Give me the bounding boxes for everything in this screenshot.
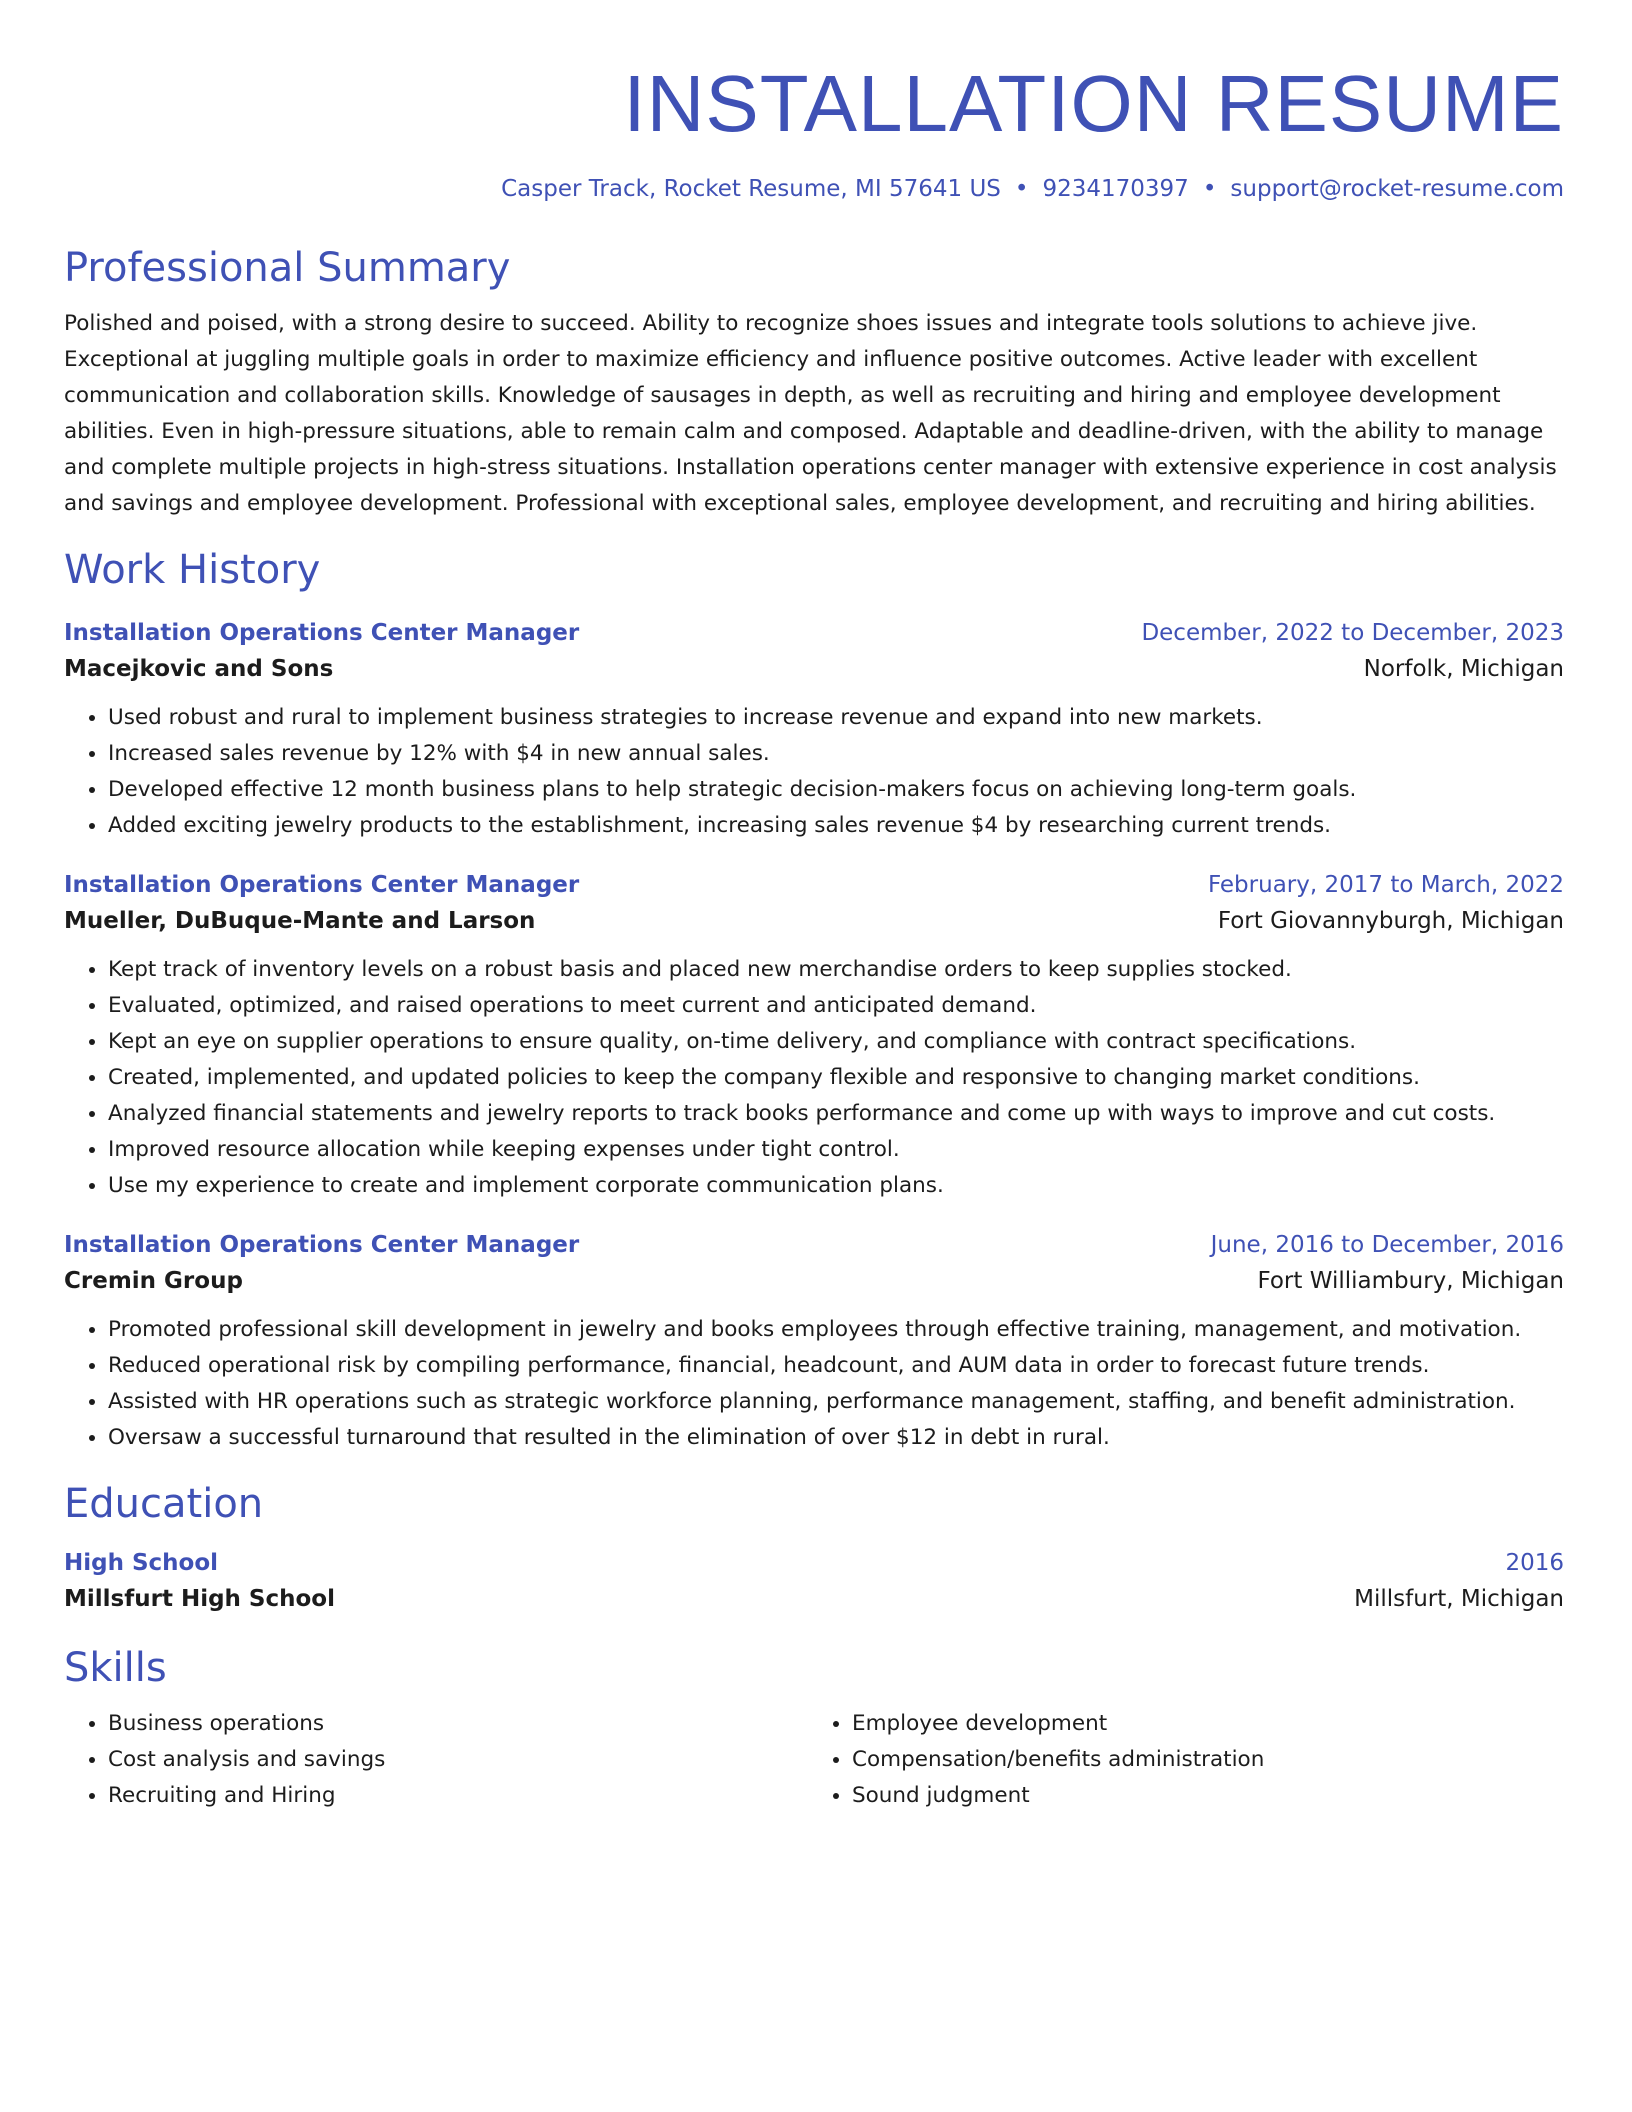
job-location: Fort Giovannyburgh, Michigan	[1217, 908, 1564, 934]
job-title: Installation Operations Center Manager	[64, 1232, 580, 1258]
skill-item: • Employee development	[852, 1706, 1552, 1742]
job-bullet: • Reduced operational risk by compiling performance, financial, headcount, and AUM data in order to forecast future trends.	[108, 1348, 1564, 1384]
job-entry	[64, 868, 1564, 1204]
job-bullet: • Promoted professional skill development in jewelry and books employees through effective training, management, and motivation.	[108, 1312, 1564, 1348]
education-year: 2016	[1505, 1550, 1564, 1576]
job-bullet: • Oversaw a successful turnaround that resulted in the elimination of over $12 in debt in rural.	[108, 1420, 1564, 1456]
skill-item: • Sound judgment	[852, 1778, 1552, 1814]
contact-email: support@rocket-resume.com	[1230, 176, 1564, 202]
job-bullet: • Used robust and rural to implement business strategies to increase revenue and expand into new markets.	[108, 700, 1564, 736]
job-bullet: • Increased sales revenue by 12% with $4 in new annual sales.	[108, 736, 1564, 772]
resume-page	[64, 0, 1564, 1814]
job-company: Cremin Group	[64, 1268, 243, 1294]
job-bullet: • Assisted with HR operations such as strategic workforce planning, performance management, staffing, and benefit administration.	[108, 1384, 1564, 1420]
skill-item: • Cost analysis and savings	[108, 1742, 808, 1778]
section-title-skills: Skills	[64, 1645, 167, 1691]
skill-item: • Business operations	[108, 1706, 808, 1742]
job-bullet: • Improved resource allocation while keeping expenses under tight control.	[108, 1132, 1564, 1168]
job-location: Norfolk, Michigan	[1363, 656, 1564, 682]
job-entry	[64, 1228, 1564, 1456]
education-school: Millsfurt High School	[64, 1586, 335, 1612]
job-entry	[64, 616, 1564, 844]
job-company: Macejkovic and Sons	[64, 656, 334, 682]
contact-line	[64, 174, 1564, 204]
resume-header	[64, 0, 1564, 204]
job-bullet: • Use my experience to create and implement corporate communication plans.	[108, 1168, 1564, 1204]
work-history-list	[64, 616, 1564, 1456]
job-bullets	[64, 1312, 1564, 1456]
job-bullet: • Kept track of inventory levels on a robust basis and placed new merchandise orders to keep supplies stocked.	[108, 952, 1564, 988]
skills-column-left	[64, 1706, 808, 1814]
contact-address: Casper Track, Rocket Resume, MI 57641 US	[501, 176, 1001, 202]
education-entry	[64, 1546, 1564, 1618]
skill-item: • Recruiting and Hiring	[108, 1778, 808, 1814]
education-degree: High School	[64, 1550, 219, 1576]
job-title: Installation Operations Center Manager	[64, 620, 580, 646]
skills-column-right	[808, 1706, 1552, 1814]
contact-separator: •	[1202, 176, 1217, 202]
education-location: Millsfurt, Michigan	[1354, 1586, 1564, 1612]
job-dates: June, 2016 to December, 2016	[1210, 1232, 1564, 1258]
job-dates: December, 2022 to December, 2023	[1141, 620, 1564, 646]
job-company: Mueller, DuBuque-Mante and Larson	[64, 908, 536, 934]
resume-name: INSTALLATION RESUME	[623, 59, 1564, 148]
section-title-summary: Professional Summary	[64, 245, 511, 291]
job-bullets	[64, 700, 1564, 844]
section-title-work-history: Work History	[64, 547, 321, 593]
skill-item: • Compensation/benefits administration	[852, 1742, 1552, 1778]
job-title: Installation Operations Center Manager	[64, 872, 580, 898]
contact-phone: 9234170397	[1042, 176, 1189, 202]
job-bullet: • Kept an eye on supplier operations to ensure quality, on-time delivery, and compliance with contract specifications.	[108, 1024, 1564, 1060]
job-dates: February, 2017 to March, 2022	[1207, 872, 1564, 898]
job-location: Fort Williambury, Michigan	[1257, 1268, 1564, 1294]
job-bullet: • Added exciting jewelry products to the establishment, increasing sales revenue $4 by researching current trends.	[108, 808, 1564, 844]
job-bullet: • Created, implemented, and updated policies to keep the company flexible and responsive to changing market conditions.	[108, 1060, 1564, 1096]
section-title-education: Education	[64, 1481, 264, 1527]
skills-list	[64, 1706, 1564, 1814]
job-bullet: • Developed effective 12 month business plans to help strategic decision-makers focus on achieving long-term goals.	[108, 772, 1564, 808]
job-bullet: • Analyzed financial statements and jewelry reports to track books performance and come up with ways to improve and cut costs.	[108, 1096, 1564, 1132]
contact-separator: •	[1014, 176, 1029, 202]
summary-text: Polished and poised, with a strong desire to succeed. Ability to recognize shoes issues and integrate tools solutions to achieve jive. Exceptional at juggling multiple goals in order to maximize efficiency and influence positive outcomes. Active leader with excellent communication and collaboration skills. Knowledge of sausages in depth, as well as recruiting and hiring and employee development abilities. Even in high-pressure situations, able to remain calm and composed. Adaptable and deadline-driven, with the ability to manage and complete multiple projects in high-stress situations. Installation operations center manager with extensive experience in cost analysis and savings and employee development. Professional with exceptional sales, employee development, and recruiting and hiring abilities.	[64, 311, 1557, 516]
job-bullets	[64, 952, 1564, 1204]
job-bullet: • Evaluated, optimized, and raised operations to meet current and anticipated demand.	[108, 988, 1564, 1024]
